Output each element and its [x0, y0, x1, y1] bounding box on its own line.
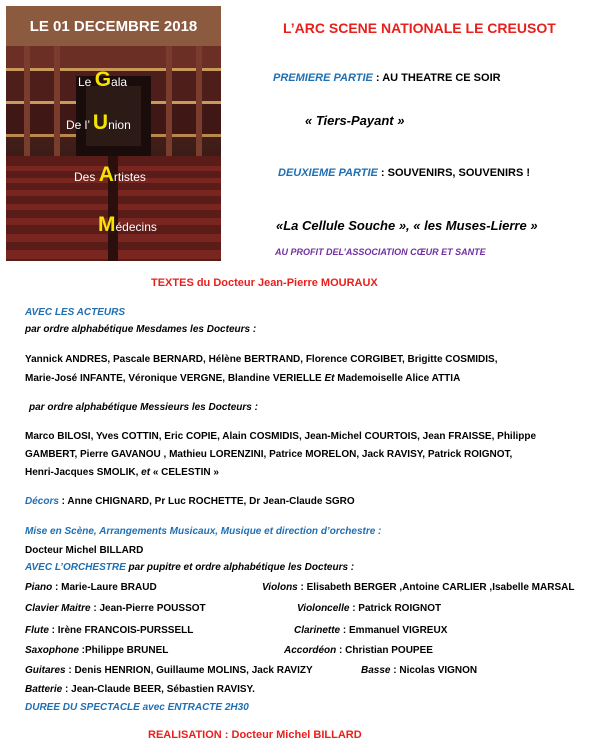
- poster-word-medecins: Médecins: [98, 213, 157, 236]
- part2-label: DEUXIEME PARTIE: [278, 167, 378, 179]
- orchestra-clarinette: Clarinette : Emmanuel VIGREUX: [294, 625, 448, 636]
- orchestra-piano: Piano : Marie-Laure BRAUD: [25, 582, 157, 593]
- orchestra-violoncelle: Violoncelle : Patrick ROIGNOT: [297, 603, 442, 614]
- part1-title: « Tiers-Payant »: [305, 113, 405, 128]
- men-line-2: GAMBERT, Pierre GAVANOU , Mathieu LORENZINI, Patrice MORELON, Jack RAVISY, Patrick ROIGNOT,: [25, 449, 513, 460]
- duration-line: DUREE DU SPECTACLE avec ENTRACTE 2H30: [25, 702, 249, 713]
- orchestra-batterie: Batterie : Jean-Claude BEER, Sébastien RAVISY.: [25, 684, 255, 695]
- part1-line: [273, 72, 501, 84]
- poster-word-union: De l’ Union: [66, 111, 131, 134]
- director-name: Docteur Michel BILLARD: [25, 545, 144, 556]
- part2-line: [278, 167, 530, 179]
- poster-date: LE 01 DECEMBRE 2018: [29, 18, 198, 35]
- ladies-line-1: Yannick ANDRES, Pascale BERNARD, Hélène BERTRAND, Florence CORGIBET, Brigitte COSMIDIS,: [25, 354, 498, 365]
- poster-image: [6, 6, 221, 261]
- ladies-intro: par ordre alphabétique Mesdames les Docteurs :: [25, 324, 257, 335]
- orchestra-clavier: Clavier Maitre : Jean-Pierre POUSSOT: [25, 603, 206, 614]
- venue-title: L’ARC SCENE NATIONALE LE CREUSOT: [283, 20, 556, 36]
- mise-heading: Mise en Scène, Arrangements Musicaux, Musique et direction d’orchestre :: [25, 526, 382, 537]
- orchestra-violons: Violons : Elisabeth BERGER ,Antoine CARLIER ,Isabelle MARSAL: [262, 582, 575, 593]
- poster-word-artistes: Des Artistes: [74, 163, 146, 186]
- realisation-line: REALISATION : Docteur Michel BILLARD: [148, 729, 362, 741]
- profit-line: AU PROFIT DEL’ASSOCIATION CŒUR ET SANTE: [275, 247, 486, 257]
- men-line-3: Henri-Jacques SMOLIK, et « CELESTIN »: [25, 467, 219, 478]
- orchestra-guitares: Guitares : Denis HENRION, Guillaume MOLINS, Jack RAVIZY: [25, 665, 313, 676]
- orchestra-saxophone: Saxophone :Philippe BRUNEL: [25, 645, 169, 656]
- texts-author: TEXTES du Docteur Jean-Pierre MOURAUX: [151, 277, 378, 289]
- part1-label: PREMIERE PARTIE: [273, 72, 373, 84]
- men-line-1: Marco BILOSI, Yves COTTIN, Eric COPIE, Alain COSMIDIS, Jean-Michel COURTOIS, Jean FRAISSE, Philippe: [25, 431, 537, 442]
- orchestra-accordeon: Accordéon : Christian POUPEE: [284, 645, 433, 656]
- ladies-line-2: Marie-José INFANTE, Véronique VERGNE, Blandine VERIELLE Et Mademoiselle Alice ATTIA: [25, 373, 461, 384]
- orchestra-flute: Flute : Irène FRANCOIS-PURSSELL: [25, 625, 194, 636]
- poster-word-gala: Le Gala: [78, 68, 128, 91]
- orchestra-basse: Basse : Nicolas VIGNON: [361, 665, 478, 676]
- men-intro: par ordre alphabétique Messieurs les Docteurs :: [29, 402, 258, 413]
- part1-text: : AU THEATRE CE SOIR: [372, 72, 501, 84]
- part2-text: : SOUVENIRS, SOUVENIRS !: [377, 167, 531, 179]
- decors-line: Décors : Anne CHIGNARD, Pr Luc ROCHETTE, Dr Jean-Claude SGRO: [25, 496, 355, 507]
- part2-title: «La Cellule Souche », « les Muses-Lierre »: [276, 218, 538, 233]
- orchestra-heading-line: AVEC L’ORCHESTRE par pupitre et ordre alphabétique les Docteurs :: [25, 562, 355, 573]
- actors-heading: AVEC LES ACTEURS: [25, 307, 126, 318]
